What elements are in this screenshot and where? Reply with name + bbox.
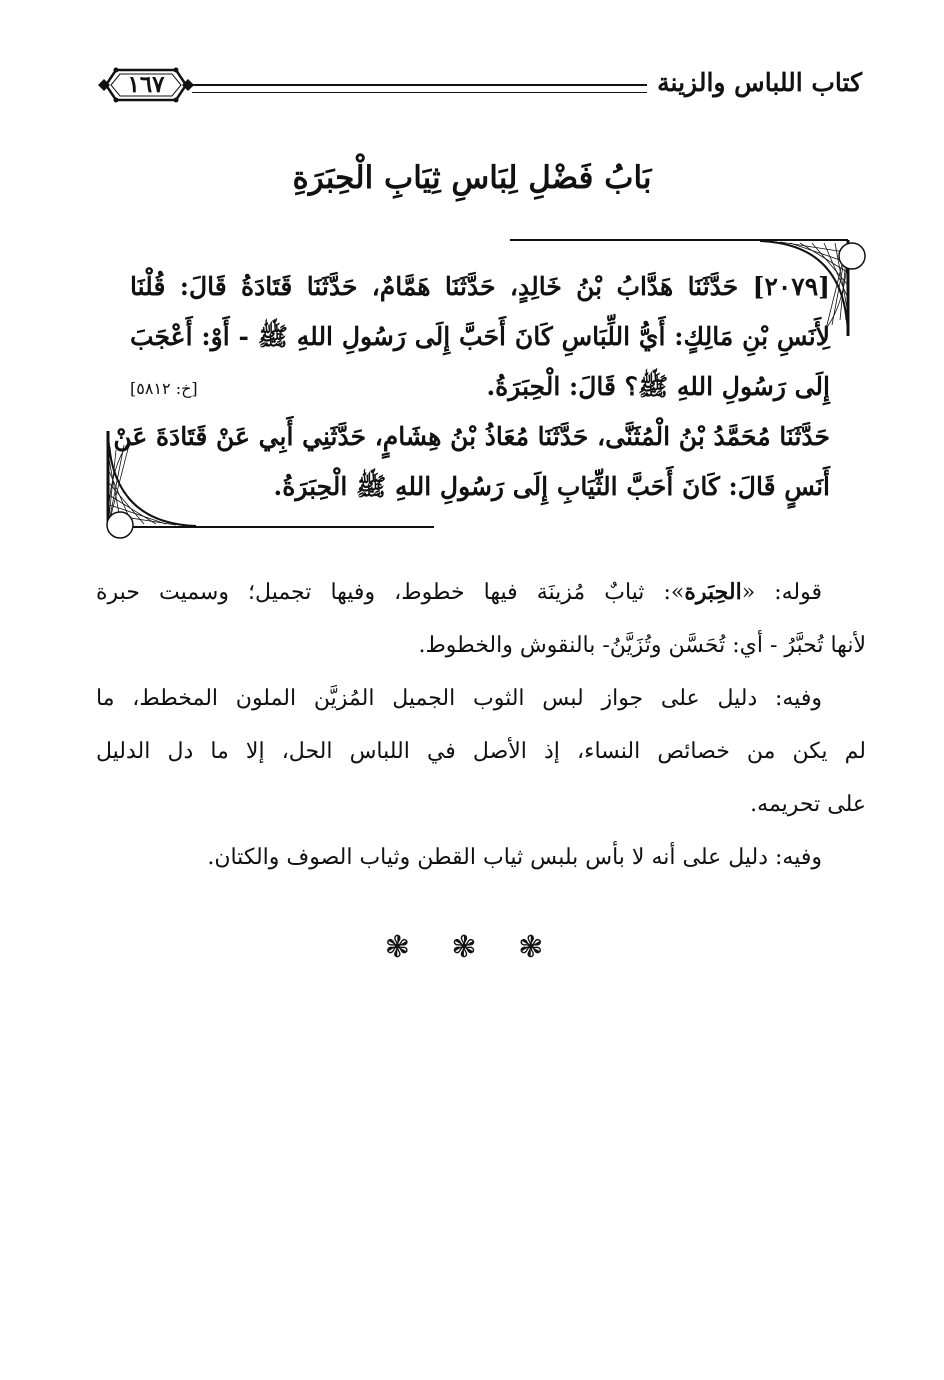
section-separator: ❃ ❃ ❃ (384, 930, 560, 965)
commentary-paragraph (96, 566, 866, 619)
hadith-line: [٢٠٧٩] حَدَّثَنَا هَدَّابُ بْنُ خَالِدٍ، حَدَّثَنَا هَمَّامٌ، حَدَّثَنَا قَتَادَةُ قَالَ: قُلْنَا (130, 272, 830, 301)
hadith-line (130, 362, 830, 412)
commentary-paragraph: على تحريمه. (750, 792, 866, 817)
hadith-line: حَدَّثَنَا مُحَمَّدُ بْنُ الْمُثَنَّى، حَدَّثَنَا مُعَاذُ بْنُ هِشَامٍ، حَدَّثَنِي أَبِي عَنْ قَتَادَةَ عَنْ (113, 422, 830, 451)
hadith-text (113, 262, 830, 512)
commentary (96, 566, 866, 884)
keyword: الحِبَرة (684, 579, 742, 605)
commentary-text: قوله: « (741, 580, 823, 605)
hadith-line: أَنَسٍ قَالَ: كَانَ أَحَبَّ الثِّيَابِ إِلَى رَسُولِ اللهِ ﷺ الْحِبَرَةُ. (273, 472, 830, 501)
running-header-title: كتاب اللباس والزينة (657, 68, 862, 97)
commentary-paragraph: وفيه: دليل على جواز لبس الثوب الجميل المُزيَّن الملون المخطط، ما (96, 686, 822, 711)
hadith-line-text: إِلَى رَسُولِ اللهِ ﷺ؟ قَالَ: الْحِبَرَةُ. (486, 372, 830, 401)
hadith-line: لِأَنَسِ بْنِ مَالِكٍ: أَيُّ اللِّبَاسِ كَانَ أَحَبَّ إِلَى رَسُولِ اللهِ ﷺ - أَوْ: أَعْجَبَ (130, 322, 830, 351)
page-number: ١٦٧ (127, 70, 165, 98)
commentary-text: »: ثيابٌ مُزينَة فيها خطوط، وفيها تجميل؛ وسميت حبرة (96, 580, 685, 605)
source-reference: [خ: ٥٨١٢] (130, 379, 198, 398)
commentary-paragraph: لم يكن من خصائص النساء، إذ الأصل في اللباس الحل، إلا ما دل الدليل (96, 739, 866, 764)
chapter-title: بَابُ فَضْلِ لِبَاسِ ثِيَابِ الْحِبَرَةِ (292, 160, 652, 196)
commentary-paragraph: وفيه: دليل على أنه لا بأس بلبس ثياب القطن وثياب الصوف والكتان. (207, 845, 822, 870)
commentary-paragraph: لأنها تُحبَّرُ - أي: تُحَسَّن وتُزَيَّنُ- بالنقوش والخطوط. (418, 633, 866, 658)
